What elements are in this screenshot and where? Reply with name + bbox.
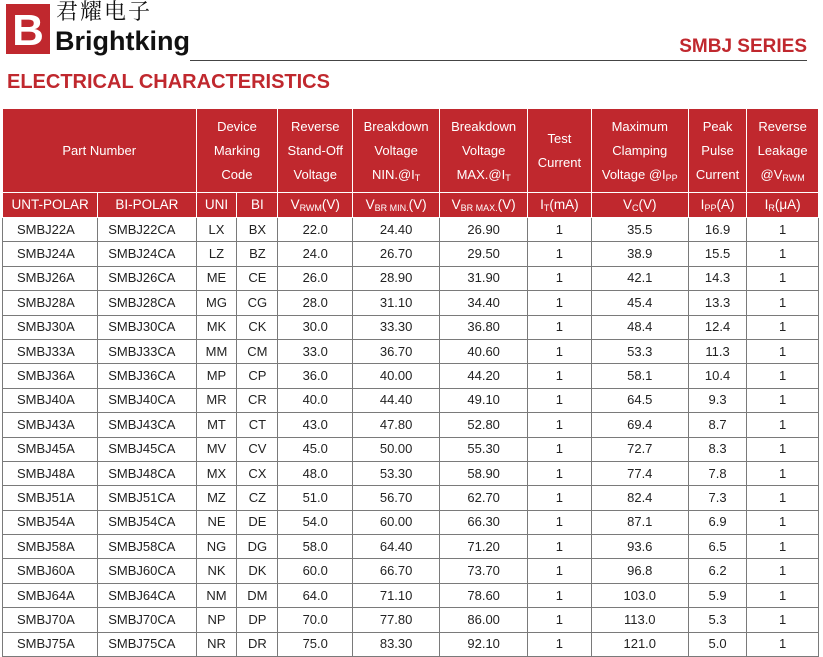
cell-bi-marking: BZ — [237, 242, 278, 266]
series-label: SMBJ SERIES — [679, 36, 807, 57]
cell-vbr-min: 33.30 — [353, 315, 440, 339]
cell-bi-marking: CP — [237, 364, 278, 388]
cell-clamping-voltage: 45.4 — [591, 291, 688, 315]
table-row — [3, 413, 819, 437]
cell-clamping-voltage: 58.1 — [591, 364, 688, 388]
cell-vbr-min: 50.00 — [353, 437, 440, 461]
cell-clamping-voltage: 69.4 — [591, 413, 688, 437]
cell-reverse-leakage: 1 — [747, 315, 819, 339]
cell-uni-marking: NR — [196, 632, 237, 656]
cell-test-current: 1 — [528, 388, 591, 412]
cell-vbr-max: 92.10 — [440, 632, 528, 656]
cell-vrwm: 36.0 — [278, 364, 353, 388]
cell-reverse-leakage: 1 — [747, 608, 819, 632]
cell-vrwm: 45.0 — [278, 437, 353, 461]
table-row — [3, 486, 819, 510]
cell-uni-part-number: SMBJ48A — [3, 461, 98, 485]
cell-vbr-min: 71.10 — [353, 583, 440, 607]
cell-test-current: 1 — [528, 364, 591, 388]
cell-vbr-min: 36.70 — [353, 339, 440, 363]
cell-vbr-max: 44.20 — [440, 364, 528, 388]
cell-test-current: 1 — [528, 339, 591, 363]
table-row — [3, 535, 819, 559]
cell-vbr-max: 62.70 — [440, 486, 528, 510]
cell-vbr-max: 71.20 — [440, 535, 528, 559]
cell-clamping-voltage: 53.3 — [591, 339, 688, 363]
header-breakdown-min: Breakdown Voltage $NIN.@I_T$ — [353, 109, 440, 193]
header-test-current: Test Current — [528, 109, 591, 193]
cell-test-current: 1 — [528, 315, 591, 339]
cell-peak-pulse-current: 10.4 — [688, 364, 746, 388]
cell-test-current: 1 — [528, 510, 591, 534]
cell-uni-part-number: SMBJ45A — [3, 437, 98, 461]
cell-vrwm: 40.0 — [278, 388, 353, 412]
cell-uni-part-number: SMBJ28A — [3, 291, 98, 315]
cell-vbr-min: 53.30 — [353, 461, 440, 485]
cell-reverse-leakage: 1 — [747, 583, 819, 607]
cell-peak-pulse-current: 6.9 — [688, 510, 746, 534]
cell-uni-part-number: SMBJ75A — [3, 632, 98, 656]
cell-uni-marking: MX — [196, 461, 237, 485]
cell-reverse-leakage: 1 — [747, 266, 819, 290]
brand-name-en: Brightking — [55, 26, 190, 56]
cell-vbr-max: 31.90 — [440, 266, 528, 290]
cell-test-current: 1 — [528, 559, 591, 583]
cell-vbr-max: 26.90 — [440, 218, 528, 242]
cell-vrwm: 24.0 — [278, 242, 353, 266]
brightking-logo-icon — [6, 4, 50, 54]
cell-reverse-leakage: 1 — [747, 461, 819, 485]
cell-reverse-leakage: 1 — [747, 437, 819, 461]
cell-bi-part-number: SMBJ70CA — [98, 608, 196, 632]
cell-uni-part-number: SMBJ70A — [3, 608, 98, 632]
cell-peak-pulse-current: 5.9 — [688, 583, 746, 607]
cell-peak-pulse-current: 14.3 — [688, 266, 746, 290]
table-row — [3, 510, 819, 534]
header-bi: BI — [237, 193, 278, 218]
header-device-marking: Device Marking Code — [196, 109, 278, 193]
cell-bi-part-number: SMBJ43CA — [98, 413, 196, 437]
cell-test-current: 1 — [528, 608, 591, 632]
cell-test-current: 1 — [528, 632, 591, 656]
cell-clamping-voltage: 113.0 — [591, 608, 688, 632]
cell-uni-part-number: SMBJ43A — [3, 413, 98, 437]
cell-bi-part-number: SMBJ45CA — [98, 437, 196, 461]
cell-uni-part-number: SMBJ33A — [3, 339, 98, 363]
cell-vbr-max: 52.80 — [440, 413, 528, 437]
table-row — [3, 266, 819, 290]
table-row — [3, 437, 819, 461]
cell-vbr-min: 56.70 — [353, 486, 440, 510]
cell-peak-pulse-current: 6.5 — [688, 535, 746, 559]
cell-uni-marking: LZ — [196, 242, 237, 266]
table-row — [3, 242, 819, 266]
cell-bi-part-number: SMBJ40CA — [98, 388, 196, 412]
header-uni-polar: UNT-POLAR — [3, 193, 98, 218]
table-subheader-row — [3, 193, 819, 218]
cell-uni-marking: NE — [196, 510, 237, 534]
cell-reverse-leakage: 1 — [747, 486, 819, 510]
cell-bi-marking: BX — [237, 218, 278, 242]
table-body — [3, 218, 819, 657]
cell-vbr-max: 66.30 — [440, 510, 528, 534]
cell-uni-marking: MG — [196, 291, 237, 315]
header-vrwm: $V_{RWM}(V)$ — [278, 193, 353, 218]
header-divider — [190, 60, 807, 61]
cell-clamping-voltage: 93.6 — [591, 535, 688, 559]
cell-bi-part-number: SMBJ26CA — [98, 266, 196, 290]
cell-vbr-min: 77.80 — [353, 608, 440, 632]
cell-reverse-leakage: 1 — [747, 559, 819, 583]
cell-reverse-leakage: 1 — [747, 218, 819, 242]
cell-bi-marking: DM — [237, 583, 278, 607]
cell-uni-marking: ME — [196, 266, 237, 290]
cell-bi-marking: CT — [237, 413, 278, 437]
header-it: $I_T(mA)$ — [528, 193, 591, 218]
cell-bi-marking: CV — [237, 437, 278, 461]
header-reverse-standoff: Reverse Stand-Off Voltage — [278, 109, 353, 193]
cell-reverse-leakage: 1 — [747, 413, 819, 437]
cell-vrwm: 22.0 — [278, 218, 353, 242]
cell-clamping-voltage: 96.8 — [591, 559, 688, 583]
table-row — [3, 291, 819, 315]
cell-peak-pulse-current: 11.3 — [688, 339, 746, 363]
cell-uni-part-number: SMBJ51A — [3, 486, 98, 510]
cell-uni-marking: MV — [196, 437, 237, 461]
logo-letter: B — [12, 6, 44, 54]
cell-uni-marking: MR — [196, 388, 237, 412]
table-row — [3, 583, 819, 607]
cell-peak-pulse-current: 16.9 — [688, 218, 746, 242]
cell-reverse-leakage: 1 — [747, 339, 819, 363]
cell-uni-marking: MM — [196, 339, 237, 363]
cell-test-current: 1 — [528, 583, 591, 607]
cell-peak-pulse-current: 6.2 — [688, 559, 746, 583]
cell-bi-marking: DP — [237, 608, 278, 632]
cell-test-current: 1 — [528, 535, 591, 559]
cell-uni-marking: LX — [196, 218, 237, 242]
header-vbr-max: $V_{BR MAX.}(V)$ — [440, 193, 528, 218]
header-ir: $I_R(\mu A)$ — [747, 193, 819, 218]
cell-peak-pulse-current: 7.8 — [688, 461, 746, 485]
cell-peak-pulse-current: 8.3 — [688, 437, 746, 461]
table-row — [3, 461, 819, 485]
cell-bi-part-number: SMBJ22CA — [98, 218, 196, 242]
cell-clamping-voltage: 121.0 — [591, 632, 688, 656]
cell-peak-pulse-current: 8.7 — [688, 413, 746, 437]
header-vc: $V_C(V)$ — [591, 193, 688, 218]
header-uni: UNI — [196, 193, 237, 218]
cell-uni-part-number: SMBJ40A — [3, 388, 98, 412]
cell-test-current: 1 — [528, 413, 591, 437]
cell-uni-marking: MP — [196, 364, 237, 388]
cell-uni-marking: NP — [196, 608, 237, 632]
cell-bi-marking: DE — [237, 510, 278, 534]
cell-clamping-voltage: 103.0 — [591, 583, 688, 607]
cell-uni-part-number: SMBJ58A — [3, 535, 98, 559]
cell-clamping-voltage: 48.4 — [591, 315, 688, 339]
cell-bi-part-number: SMBJ54CA — [98, 510, 196, 534]
cell-vrwm: 33.0 — [278, 339, 353, 363]
cell-vbr-min: 26.70 — [353, 242, 440, 266]
cell-vrwm: 26.0 — [278, 266, 353, 290]
header-peak-pulse: Peak Pulse Current — [688, 109, 746, 193]
cell-clamping-voltage: 87.1 — [591, 510, 688, 534]
cell-bi-part-number: SMBJ58CA — [98, 535, 196, 559]
cell-uni-part-number: SMBJ60A — [3, 559, 98, 583]
cell-bi-part-number: SMBJ30CA — [98, 315, 196, 339]
table-row — [3, 315, 819, 339]
cell-peak-pulse-current: 13.3 — [688, 291, 746, 315]
cell-vbr-max: 78.60 — [440, 583, 528, 607]
cell-vbr-min: 47.80 — [353, 413, 440, 437]
cell-vbr-min: 60.00 — [353, 510, 440, 534]
cell-uni-marking: MK — [196, 315, 237, 339]
table-row — [3, 388, 819, 412]
table-row — [3, 559, 819, 583]
cell-uni-part-number: SMBJ30A — [3, 315, 98, 339]
cell-test-current: 1 — [528, 437, 591, 461]
header-reverse-leakage: Reverse Leakage $@V_{RWM}$ — [747, 109, 819, 193]
cell-uni-marking: NK — [196, 559, 237, 583]
cell-bi-part-number: SMBJ33CA — [98, 339, 196, 363]
cell-clamping-voltage: 77.4 — [591, 461, 688, 485]
header-breakdown-max: Breakdown Voltage $MAX.@I_T$ — [440, 109, 528, 193]
cell-vrwm: 43.0 — [278, 413, 353, 437]
cell-reverse-leakage: 1 — [747, 242, 819, 266]
cell-uni-part-number: SMBJ22A — [3, 218, 98, 242]
cell-reverse-leakage: 1 — [747, 364, 819, 388]
header-part-number: Part Number — [3, 109, 197, 193]
cell-bi-marking: DR — [237, 632, 278, 656]
header-ipp: $I_{PP}(A)$ — [688, 193, 746, 218]
cell-vbr-min: 31.10 — [353, 291, 440, 315]
cell-vbr-min: 83.30 — [353, 632, 440, 656]
header-bi-polar: BI-POLAR — [98, 193, 196, 218]
cell-vbr-min: 28.90 — [353, 266, 440, 290]
cell-peak-pulse-current: 7.3 — [688, 486, 746, 510]
header-max-clamping: Maximum Clamping Voltage $@I_{PP}$ — [591, 109, 688, 193]
cell-reverse-leakage: 1 — [747, 535, 819, 559]
cell-bi-marking: CZ — [237, 486, 278, 510]
cell-peak-pulse-current: 5.0 — [688, 632, 746, 656]
cell-vbr-max: 86.00 — [440, 608, 528, 632]
cell-uni-marking: NM — [196, 583, 237, 607]
cell-vbr-max: 29.50 — [440, 242, 528, 266]
cell-uni-marking: NG — [196, 535, 237, 559]
cell-test-current: 1 — [528, 291, 591, 315]
section-title: ELECTRICAL CHARACTERISTICS — [7, 71, 330, 93]
cell-vbr-min: 40.00 — [353, 364, 440, 388]
cell-clamping-voltage: 64.5 — [591, 388, 688, 412]
cell-bi-marking: CK — [237, 315, 278, 339]
cell-vrwm: 70.0 — [278, 608, 353, 632]
cell-uni-part-number: SMBJ26A — [3, 266, 98, 290]
cell-vbr-max: 55.30 — [440, 437, 528, 461]
cell-uni-part-number: SMBJ54A — [3, 510, 98, 534]
cell-test-current: 1 — [528, 218, 591, 242]
cell-bi-part-number: SMBJ36CA — [98, 364, 196, 388]
cell-bi-part-number: SMBJ75CA — [98, 632, 196, 656]
cell-test-current: 1 — [528, 486, 591, 510]
cell-vbr-max: 36.80 — [440, 315, 528, 339]
cell-clamping-voltage: 72.7 — [591, 437, 688, 461]
cell-clamping-voltage: 38.9 — [591, 242, 688, 266]
cell-bi-part-number: SMBJ48CA — [98, 461, 196, 485]
cell-uni-part-number: SMBJ24A — [3, 242, 98, 266]
cell-bi-part-number: SMBJ64CA — [98, 583, 196, 607]
cell-vbr-max: 73.70 — [440, 559, 528, 583]
cell-peak-pulse-current: 5.3 — [688, 608, 746, 632]
table-row — [3, 608, 819, 632]
cell-clamping-voltage: 35.5 — [591, 218, 688, 242]
cell-vrwm: 58.0 — [278, 535, 353, 559]
cell-uni-marking: MZ — [196, 486, 237, 510]
cell-reverse-leakage: 1 — [747, 291, 819, 315]
cell-clamping-voltage: 82.4 — [591, 486, 688, 510]
cell-bi-part-number: SMBJ60CA — [98, 559, 196, 583]
cell-uni-part-number: SMBJ36A — [3, 364, 98, 388]
table-row — [3, 364, 819, 388]
header-vbr-min: $V_{BR MIN.}(V)$ — [353, 193, 440, 218]
cell-reverse-leakage: 1 — [747, 388, 819, 412]
cell-vrwm: 75.0 — [278, 632, 353, 656]
cell-vbr-max: 58.90 — [440, 461, 528, 485]
cell-bi-marking: DG — [237, 535, 278, 559]
cell-bi-part-number: SMBJ51CA — [98, 486, 196, 510]
cell-bi-marking: CR — [237, 388, 278, 412]
cell-vrwm: 64.0 — [278, 583, 353, 607]
cell-vrwm: 51.0 — [278, 486, 353, 510]
cell-vrwm: 60.0 — [278, 559, 353, 583]
cell-vbr-min: 44.40 — [353, 388, 440, 412]
cell-vrwm: 28.0 — [278, 291, 353, 315]
cell-clamping-voltage: 42.1 — [591, 266, 688, 290]
cell-bi-marking: CX — [237, 461, 278, 485]
cell-vbr-max: 40.60 — [440, 339, 528, 363]
cell-bi-marking: CG — [237, 291, 278, 315]
cell-uni-part-number: SMBJ64A — [3, 583, 98, 607]
cell-bi-part-number: SMBJ28CA — [98, 291, 196, 315]
cell-vbr-min: 64.40 — [353, 535, 440, 559]
cell-peak-pulse-current: 12.4 — [688, 315, 746, 339]
cell-vbr-min: 24.40 — [353, 218, 440, 242]
cell-test-current: 1 — [528, 242, 591, 266]
cell-uni-marking: MT — [196, 413, 237, 437]
brand-name-cn: 君耀电子 — [56, 0, 153, 25]
cell-vrwm: 54.0 — [278, 510, 353, 534]
cell-bi-marking: DK — [237, 559, 278, 583]
cell-bi-marking: CE — [237, 266, 278, 290]
cell-test-current: 1 — [528, 266, 591, 290]
cell-reverse-leakage: 1 — [747, 510, 819, 534]
electrical-characteristics-table — [2, 108, 819, 657]
table-header-row — [3, 109, 819, 193]
cell-reverse-leakage: 1 — [747, 632, 819, 656]
table-row — [3, 218, 819, 242]
cell-vbr-min: 66.70 — [353, 559, 440, 583]
cell-test-current: 1 — [528, 461, 591, 485]
cell-vbr-max: 49.10 — [440, 388, 528, 412]
cell-bi-part-number: SMBJ24CA — [98, 242, 196, 266]
cell-bi-marking: CM — [237, 339, 278, 363]
cell-peak-pulse-current: 9.3 — [688, 388, 746, 412]
table-row — [3, 339, 819, 363]
cell-vrwm: 30.0 — [278, 315, 353, 339]
cell-peak-pulse-current: 15.5 — [688, 242, 746, 266]
cell-vbr-max: 34.40 — [440, 291, 528, 315]
cell-vrwm: 48.0 — [278, 461, 353, 485]
